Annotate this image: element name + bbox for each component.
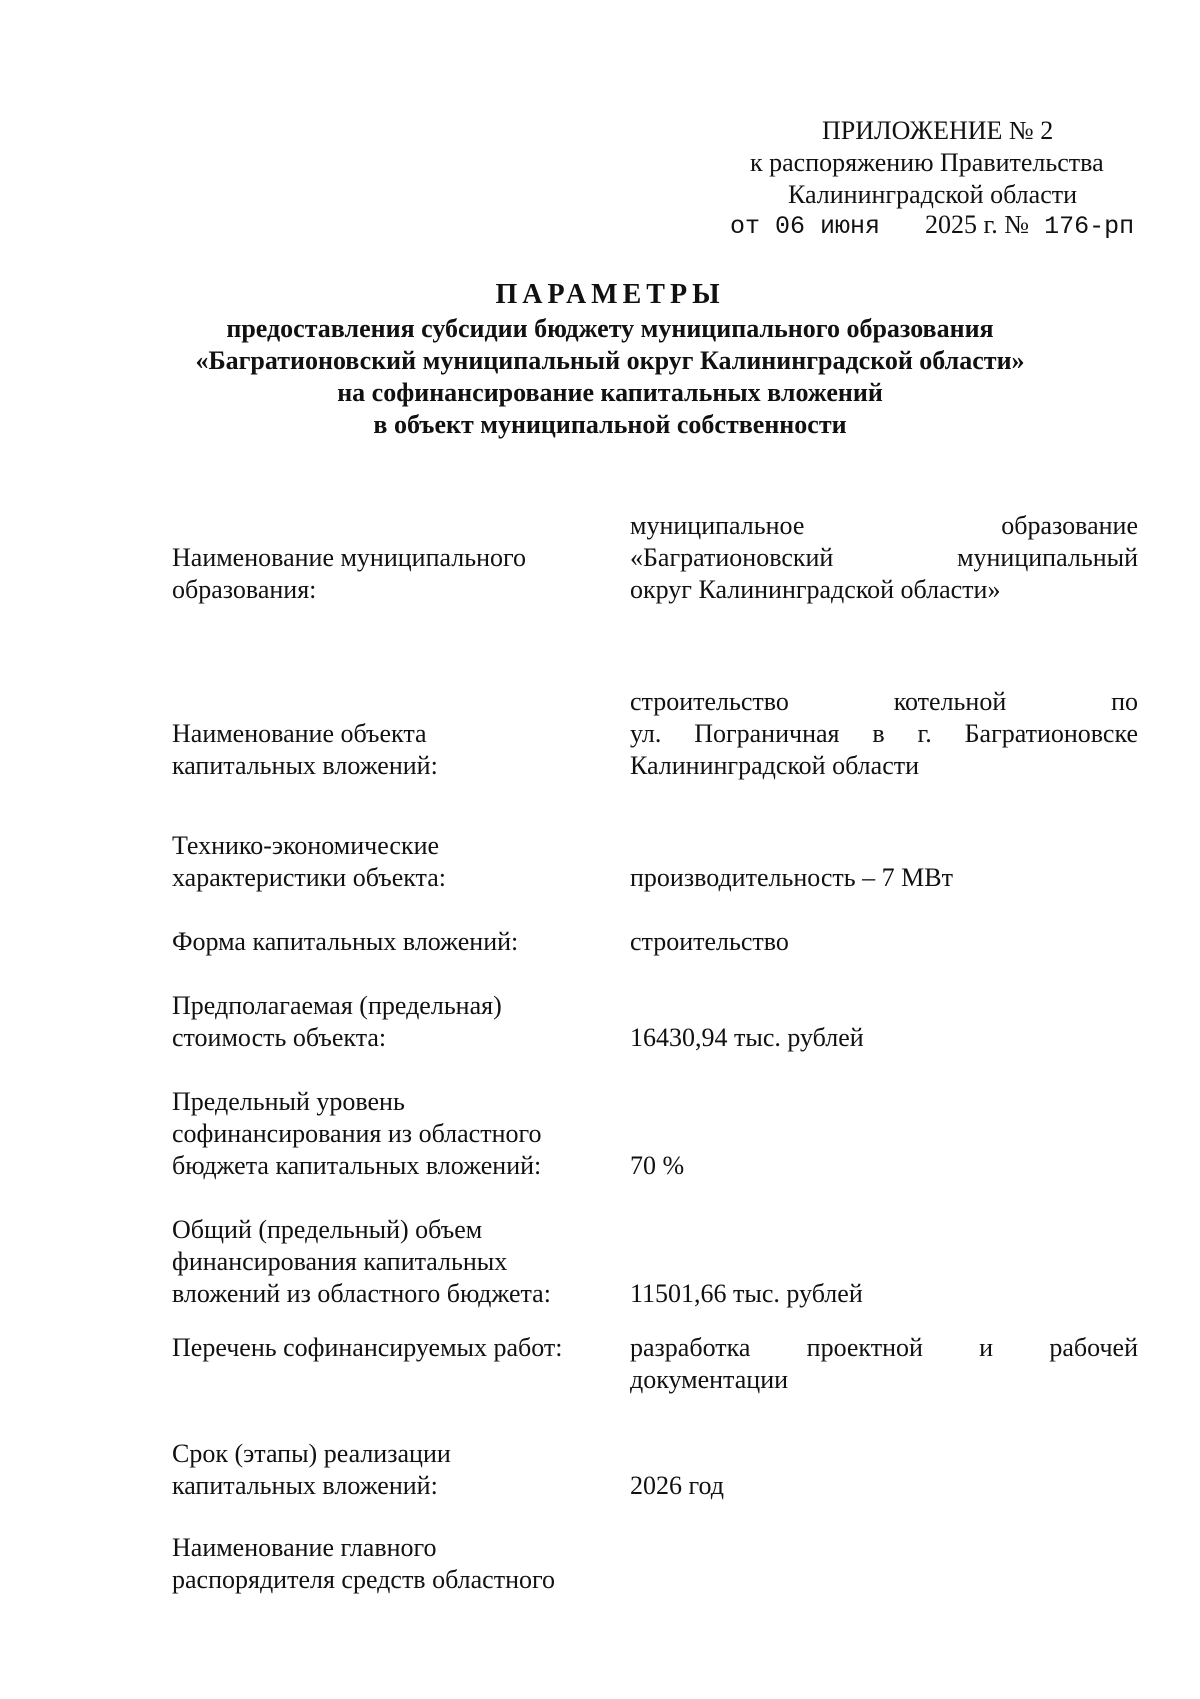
label-line: распорядителя средств областного xyxy=(172,1565,556,1594)
label-line: Срок (этапы) реализации xyxy=(172,1439,451,1468)
value-line: строительство xyxy=(630,927,789,956)
parameter-value xyxy=(630,1470,1138,1502)
label-line: образования: xyxy=(172,575,317,604)
parameter-row xyxy=(172,830,1142,894)
parameter-row xyxy=(172,1438,1142,1502)
label-line: софинансирования из областного xyxy=(172,1119,542,1148)
label-line: финансирования капитальных xyxy=(172,1247,508,1276)
parameter-label xyxy=(172,1532,630,1596)
label-line: бюджета капитальных вложений: xyxy=(172,1151,542,1180)
value-line: разработка проектной и рабочей xyxy=(630,1333,1138,1362)
value-line: муниципальное образование xyxy=(630,511,1138,540)
parameter-label xyxy=(172,830,630,894)
parameter-value xyxy=(630,862,1138,894)
parameter-row xyxy=(172,990,1142,1054)
parameter-label xyxy=(172,1086,630,1182)
parameter-row xyxy=(172,926,1142,958)
parameter-value xyxy=(630,478,1138,606)
parameter-value xyxy=(630,1150,1138,1182)
heading-line: «Багратионовский муниципальный округ Калининградской области» xyxy=(195,346,1025,375)
value-line: 11501,66 тыс. рублей xyxy=(630,1279,863,1308)
parameter-row xyxy=(172,1532,1142,1596)
appendix-title: ПРИЛОЖЕНИЕ № 2 xyxy=(822,116,1054,145)
label-line: вложений из областного бюджета: xyxy=(172,1279,551,1308)
appendix-number: 176-рп xyxy=(1044,212,1135,241)
label-line: Предельный уровень xyxy=(172,1087,405,1116)
appendix-reference: к распоряжению Правительства xyxy=(750,148,1104,177)
value-line: производительность – 7 МВт xyxy=(630,863,953,892)
parameter-value xyxy=(630,1332,1138,1396)
appendix-region: Калининградской области xyxy=(788,180,1078,209)
appendix-date: от 06 июня xyxy=(730,212,881,241)
value-line: документации xyxy=(630,1365,789,1394)
parameter-row xyxy=(172,1214,1142,1310)
label-line: Предполагаемая (предельная) xyxy=(172,991,502,1020)
parameter-label xyxy=(172,718,630,782)
label-line: стоимость объекта: xyxy=(172,1023,387,1052)
parameter-label xyxy=(172,990,630,1054)
label-line: капитальных вложений: xyxy=(172,1471,438,1500)
document-heading xyxy=(100,279,1120,441)
value-line: 70 % xyxy=(630,1151,685,1180)
parameter-row xyxy=(172,1086,1142,1182)
parameter-label xyxy=(172,1214,630,1310)
label-line: Форма капитальных вложений: xyxy=(172,927,519,956)
parameter-label xyxy=(172,1332,630,1364)
label-line: Наименование муниципального xyxy=(172,543,527,572)
label-line: Наименование главного xyxy=(172,1533,437,1562)
heading-line: предоставления субсидии бюджету муниципального образования xyxy=(226,314,994,343)
value-line: 16430,94 тыс. рублей xyxy=(630,1023,864,1052)
value-line: «Багратионовский муниципальный xyxy=(630,543,1138,572)
label-line: Перечень софинансируемых работ: xyxy=(172,1333,563,1362)
value-line: округ Калининградской области» xyxy=(630,575,1001,604)
parameter-row xyxy=(172,478,1142,606)
label-line: Наименование объекта xyxy=(172,719,427,748)
parameters-list xyxy=(172,478,1142,1596)
parameter-value xyxy=(630,654,1138,782)
value-line: 2026 год xyxy=(630,1471,724,1500)
parameter-row xyxy=(172,1332,1142,1396)
label-line: Технико-экономические xyxy=(172,831,440,860)
heading-title: ПАРАМЕТРЫ xyxy=(495,279,725,310)
value-line: строительство котельной по xyxy=(630,687,1138,716)
label-line: Общий (предельный) объем xyxy=(172,1215,483,1244)
parameter-label xyxy=(172,1438,630,1502)
heading-line: в объект муниципальной собственности xyxy=(373,410,847,439)
parameter-label xyxy=(172,926,630,958)
label-line: характеристики объекта: xyxy=(172,863,447,892)
heading-line: на софинансирование капитальных вложений xyxy=(337,378,883,407)
label-line: капитальных вложений: xyxy=(172,751,438,780)
appendix-year: 2025 г. № xyxy=(925,210,1030,239)
parameter-row xyxy=(172,654,1142,782)
parameter-value xyxy=(630,926,1138,958)
parameter-value xyxy=(630,1022,1138,1054)
parameter-label xyxy=(172,542,630,606)
value-line: Калининградской области xyxy=(630,751,920,780)
parameter-value xyxy=(630,1278,1138,1310)
appendix-date-line xyxy=(720,209,1140,243)
appendix-header xyxy=(720,115,1140,243)
value-line: ул. Пограничная в г. Багратионовске xyxy=(630,719,1138,748)
